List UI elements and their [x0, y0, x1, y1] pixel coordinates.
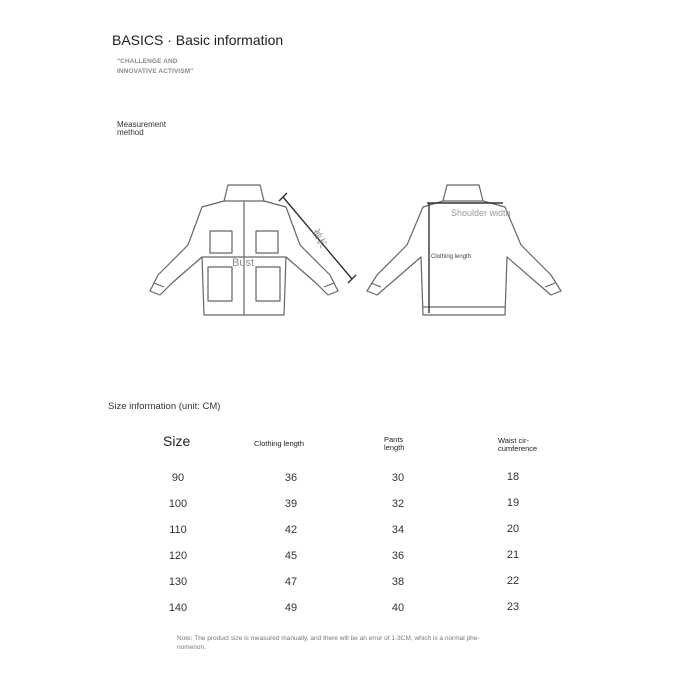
header-waist-circumference [498, 437, 537, 453]
cell-waist: 22 [506, 575, 520, 587]
cell-pants-length: 40 [391, 602, 405, 614]
bust-label: Bust [232, 257, 255, 269]
cell-size: 110 [169, 524, 187, 536]
measurement-note [177, 634, 577, 652]
cell-pants-length: 36 [391, 550, 405, 562]
cell-clothing-length: 45 [284, 550, 298, 562]
cell-size: 130 [168, 576, 188, 588]
cell-clothing-length: 39 [284, 498, 298, 510]
cell-waist: 18 [506, 471, 520, 483]
shoulder-width-label: Shoulder width [451, 208, 511, 218]
clothing-length-label: Clothing length [431, 254, 472, 260]
cell-waist: 20 [506, 523, 520, 535]
cell-waist: 19 [506, 497, 520, 509]
note-line-1: Note: The product size is measured manually, and there will be an error of 1-3CM, which is a normal phe- [177, 635, 480, 642]
header-pants-length [384, 436, 404, 452]
cell-clothing-length: 36 [284, 472, 298, 484]
header-pants-line-1: Pants [384, 435, 404, 444]
cell-size: 140 [168, 602, 188, 614]
header-size: Size [163, 433, 191, 449]
header-pants-line-2: length [384, 443, 405, 452]
cell-pants-length: 38 [391, 576, 405, 588]
cell-waist: 21 [506, 549, 520, 561]
cell-pants-length: 32 [391, 498, 405, 510]
tagline-line-1: "CHALLENGE AND [117, 58, 178, 65]
cell-pants-length: 30 [391, 472, 405, 484]
note-line-2: nomenon. [177, 644, 206, 651]
cell-clothing-length: 42 [284, 524, 298, 536]
measurement-label-line-2: method [117, 128, 144, 137]
header-waist-line-2: cumference [498, 444, 538, 453]
jacket-back-diagram [355, 175, 570, 320]
header-waist-line-1: Waist cir- [498, 436, 529, 445]
size-information-title: Size information (unit: CM) [108, 401, 221, 412]
cell-pants-length: 34 [391, 524, 405, 536]
measurement-method-label [117, 121, 166, 137]
header-clothing-length: Clothing length [254, 439, 305, 448]
tagline [117, 57, 193, 77]
cell-clothing-length: 49 [284, 602, 298, 614]
page-title: BASICS · Basic information [112, 32, 284, 48]
measurement-label-line-1: Measurement [117, 120, 166, 129]
sleeve-label: 袖长 [309, 227, 329, 251]
cell-waist: 23 [506, 601, 520, 613]
cell-clothing-length: 47 [284, 576, 298, 588]
tagline-line-2: INNOVATIVE ACTIVISM" [117, 68, 194, 75]
cell-size: 120 [168, 550, 188, 562]
jacket-front-diagram [140, 175, 360, 320]
cell-size: 90 [171, 472, 185, 484]
cell-size: 100 [168, 498, 188, 510]
